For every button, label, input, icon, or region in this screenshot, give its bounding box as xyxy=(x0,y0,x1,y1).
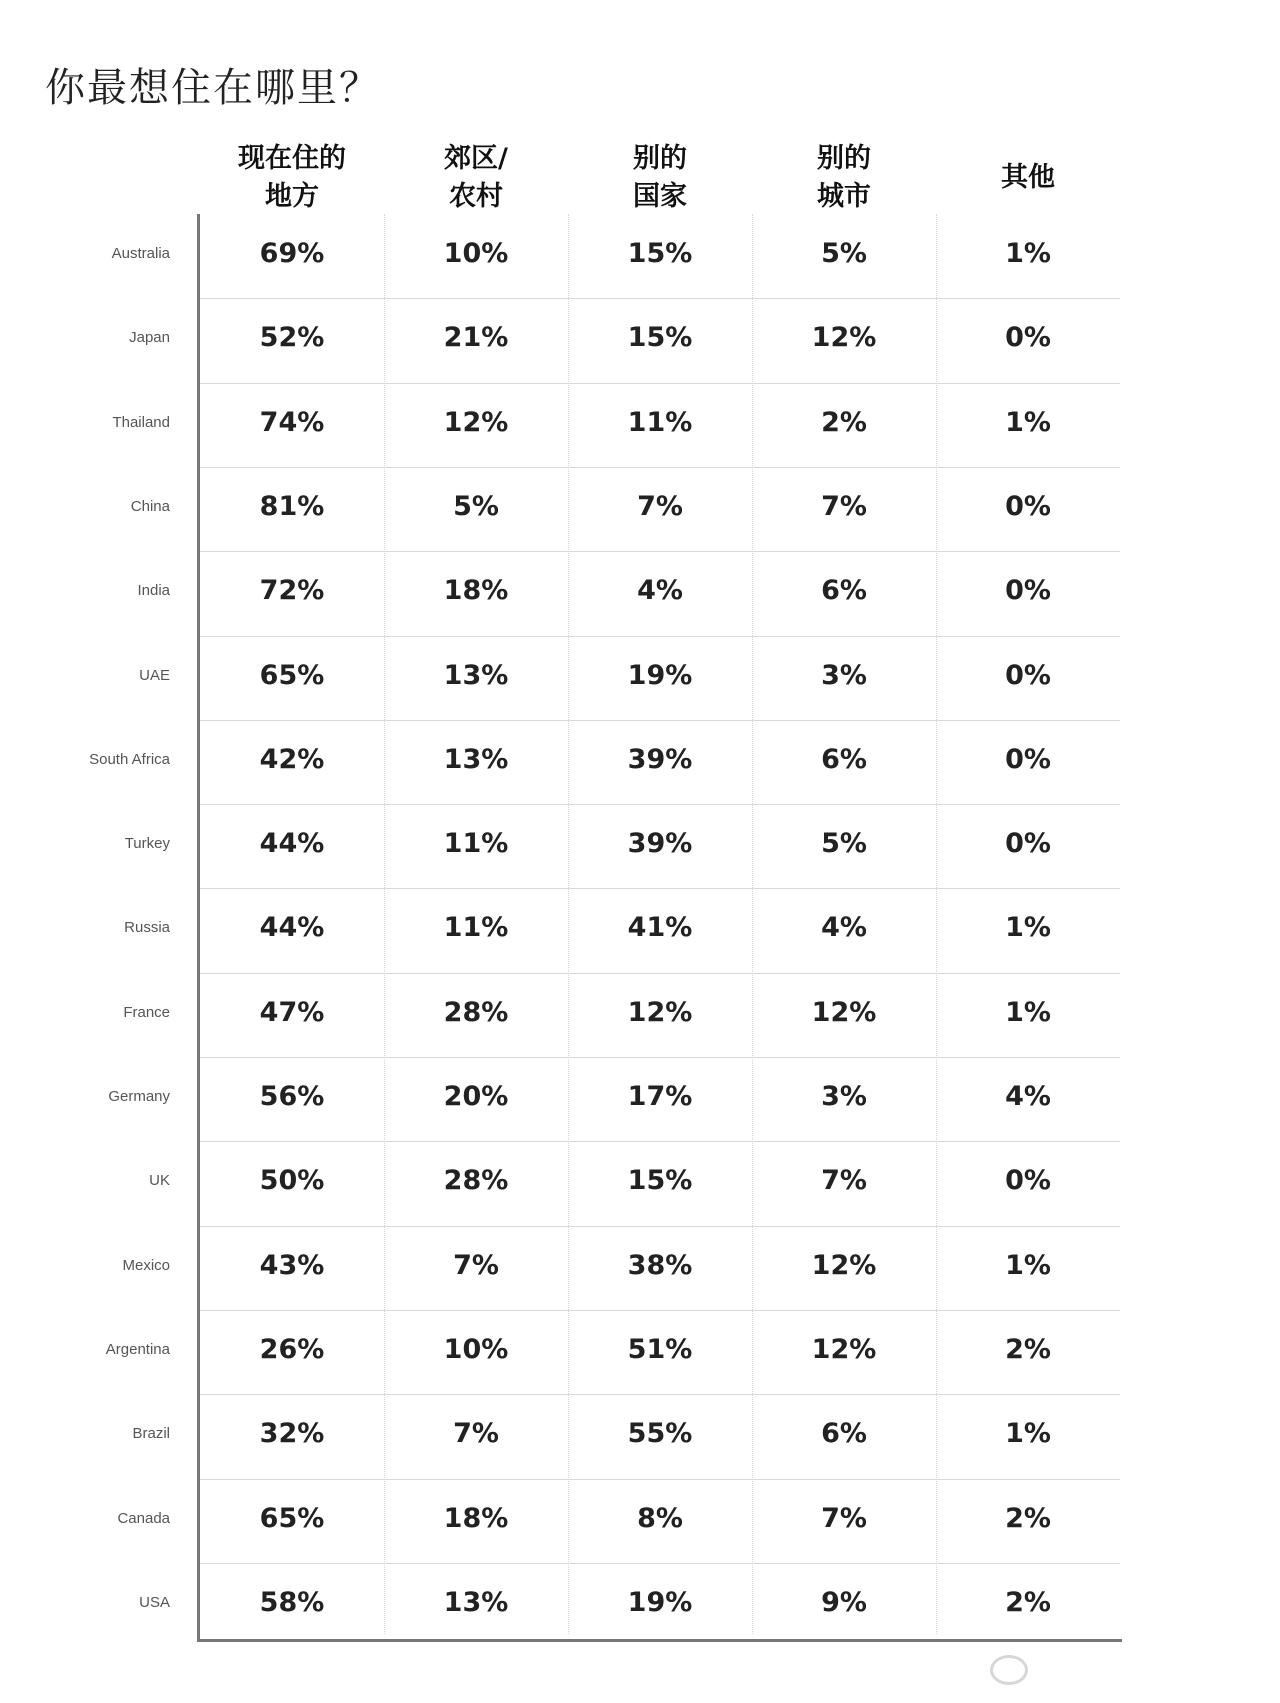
table-cell-value: 0% xyxy=(1005,1165,1051,1196)
row-label-country: Mexico xyxy=(122,1257,170,1274)
table-cell-value: 15% xyxy=(627,322,693,353)
row-separator xyxy=(200,1226,1120,1227)
table-cell-value: 74% xyxy=(259,407,325,438)
table-cell-value: 19% xyxy=(627,660,693,691)
row-separator xyxy=(200,467,1120,468)
weibo-logo-icon xyxy=(990,1655,1028,1685)
table-cell-value: 11% xyxy=(443,912,509,943)
table-cell-value: 12% xyxy=(811,997,877,1028)
row-label-country: UAE xyxy=(139,667,170,684)
row-label-country: Japan xyxy=(129,329,170,346)
row-label-country: Canada xyxy=(117,1510,170,1527)
table-cell-value: 12% xyxy=(811,1334,877,1365)
table-cell-value: 2% xyxy=(1005,1334,1051,1365)
table-cell-value: 21% xyxy=(443,322,509,353)
column-header: 其他 xyxy=(1001,162,1055,193)
table-cell-value: 7% xyxy=(637,491,683,522)
table-cell-value: 41% xyxy=(627,912,693,943)
row-separator xyxy=(200,1479,1120,1480)
table-cell-value: 4% xyxy=(637,575,683,606)
row-label-country: Australia xyxy=(111,245,170,262)
table-cell-value: 6% xyxy=(821,575,867,606)
table-cell-value: 12% xyxy=(811,1250,877,1281)
table-cell-value: 38% xyxy=(627,1250,693,1281)
table-cell-value: 20% xyxy=(443,1081,509,1112)
table-bottom-axis xyxy=(197,1639,1122,1642)
table-cell-value: 1% xyxy=(1005,238,1051,269)
table-cell-value: 13% xyxy=(443,744,509,775)
table-cell-value: 13% xyxy=(443,1587,509,1618)
table-cell-value: 4% xyxy=(821,912,867,943)
table-cell-value: 10% xyxy=(443,1334,509,1365)
table-cell-value: 17% xyxy=(627,1081,693,1112)
row-separator xyxy=(200,1310,1120,1311)
table-cell-value: 1% xyxy=(1005,1250,1051,1281)
table-cell-value: 19% xyxy=(627,1587,693,1618)
table-cell-value: 7% xyxy=(821,1503,867,1534)
row-label-country: Turkey xyxy=(124,835,170,852)
row-separator xyxy=(200,1394,1120,1395)
table-cell-value: 65% xyxy=(259,660,325,691)
table-cell-value: 7% xyxy=(821,1165,867,1196)
table-cell-value: 10% xyxy=(443,238,509,269)
table-cell-value: 1% xyxy=(1005,1418,1051,1449)
table-cell-value: 44% xyxy=(259,912,325,943)
row-separator xyxy=(200,1563,1120,1564)
table-cell-value: 5% xyxy=(453,491,499,522)
table-cell-value: 3% xyxy=(821,1081,867,1112)
table-cell-value: 7% xyxy=(453,1418,499,1449)
row-separator xyxy=(200,551,1120,552)
row-label-country: France xyxy=(123,1004,170,1021)
row-separator xyxy=(200,636,1120,637)
table-cell-value: 0% xyxy=(1005,322,1051,353)
row-label-country: Germany xyxy=(108,1088,170,1105)
table-cell-value: 2% xyxy=(821,407,867,438)
table-cell-value: 7% xyxy=(821,491,867,522)
row-separator xyxy=(200,888,1120,889)
table-cell-value: 1% xyxy=(1005,997,1051,1028)
row-separator xyxy=(200,298,1120,299)
table-cell-value: 18% xyxy=(443,1503,509,1534)
table-cell-value: 51% xyxy=(627,1334,693,1365)
table-cell-value: 81% xyxy=(259,491,325,522)
table-cell-value: 15% xyxy=(627,1165,693,1196)
row-label-country: USA xyxy=(139,1594,170,1611)
table-cell-value: 6% xyxy=(821,744,867,775)
table-cell-value: 1% xyxy=(1005,912,1051,943)
table-cell-value: 12% xyxy=(811,322,877,353)
table-cell-value: 43% xyxy=(259,1250,325,1281)
column-header: 郊区/ 农村 xyxy=(444,143,508,212)
table-cell-value: 28% xyxy=(443,1165,509,1196)
row-separator xyxy=(200,973,1120,974)
table-cell-value: 65% xyxy=(259,1503,325,1534)
row-label-country: India xyxy=(137,582,170,599)
table-cell-value: 6% xyxy=(821,1418,867,1449)
row-separator xyxy=(200,720,1120,721)
table-cell-value: 2% xyxy=(1005,1503,1051,1534)
table-cell-value: 69% xyxy=(259,238,325,269)
table-cell-value: 8% xyxy=(637,1503,683,1534)
table-cell-value: 50% xyxy=(259,1165,325,1196)
table-cell-value: 26% xyxy=(259,1334,325,1365)
table-cell-value: 44% xyxy=(259,828,325,859)
table-cell-value: 12% xyxy=(443,407,509,438)
table-cell-value: 39% xyxy=(627,828,693,859)
column-header: 别的 城市 xyxy=(817,143,871,212)
table-cell-value: 55% xyxy=(627,1418,693,1449)
row-separator xyxy=(200,804,1120,805)
row-separator xyxy=(200,1141,1120,1142)
table-cell-value: 28% xyxy=(443,997,509,1028)
table-cell-value: 2% xyxy=(1005,1587,1051,1618)
table-cell-value: 32% xyxy=(259,1418,325,1449)
row-separator xyxy=(200,383,1120,384)
row-separator xyxy=(200,1057,1120,1058)
table-cell-value: 56% xyxy=(259,1081,325,1112)
row-label-country: Russia xyxy=(124,919,170,936)
column-header: 现在住的 地方 xyxy=(238,143,346,212)
table-cell-value: 11% xyxy=(627,407,693,438)
table-cell-value: 11% xyxy=(443,828,509,859)
table-cell-value: 18% xyxy=(443,575,509,606)
table-cell-value: 58% xyxy=(259,1587,325,1618)
table-cell-value: 9% xyxy=(821,1587,867,1618)
chart-title: 你最想住在哪里？ xyxy=(45,65,381,111)
table-cell-value: 15% xyxy=(627,238,693,269)
table-cell-value: 39% xyxy=(627,744,693,775)
table-cell-value: 4% xyxy=(1005,1081,1051,1112)
table-cell-value: 47% xyxy=(259,997,325,1028)
table-cell-value: 7% xyxy=(453,1250,499,1281)
row-label-country: Brazil xyxy=(132,1425,170,1442)
table-cell-value: 3% xyxy=(821,660,867,691)
table-cell-value: 0% xyxy=(1005,660,1051,691)
table-cell-value: 0% xyxy=(1005,828,1051,859)
table-cell-value: 5% xyxy=(821,238,867,269)
table-cell-value: 0% xyxy=(1005,491,1051,522)
table-cell-value: 72% xyxy=(259,575,325,606)
row-label-country: UK xyxy=(149,1172,170,1189)
table-cell-value: 0% xyxy=(1005,744,1051,775)
table-cell-value: 12% xyxy=(627,997,693,1028)
row-label-country: South Africa xyxy=(89,751,170,768)
column-header: 别的 国家 xyxy=(633,143,687,212)
table-cell-value: 5% xyxy=(821,828,867,859)
row-label-country: Argentina xyxy=(105,1341,170,1358)
table-cell-value: 42% xyxy=(259,744,325,775)
watermark xyxy=(990,1655,1028,1685)
row-label-country: Thailand xyxy=(112,414,170,431)
table-cell-value: 13% xyxy=(443,660,509,691)
table-cell-value: 0% xyxy=(1005,575,1051,606)
table-cell-value: 52% xyxy=(259,322,325,353)
table-cell-value: 1% xyxy=(1005,407,1051,438)
row-label-country: China xyxy=(130,498,170,515)
